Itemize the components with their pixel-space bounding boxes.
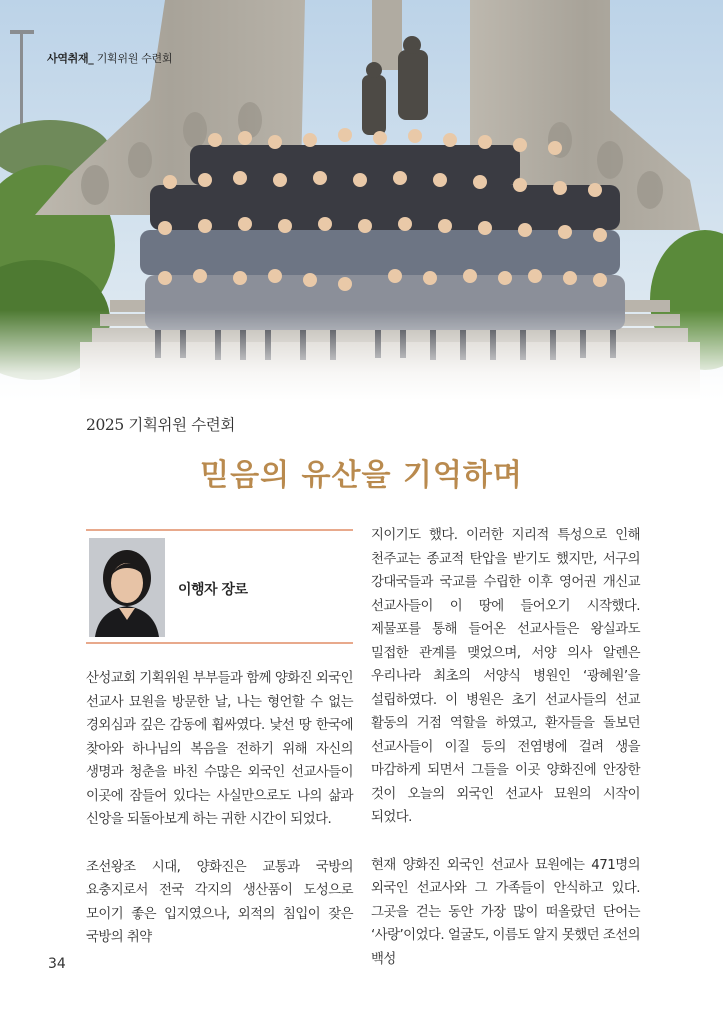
author-name: 이행자 장로	[178, 582, 248, 598]
section-sub: 기획위원 수련회	[93, 52, 173, 65]
article-subtitle: 2025 기획위원 수련회	[86, 416, 235, 434]
page-number: 34	[48, 956, 66, 972]
body-column-right	[371, 524, 640, 971]
hero-fade	[0, 310, 723, 400]
hero-photo	[0, 0, 723, 400]
author-box-bottom-rule	[86, 642, 353, 644]
body-column-left	[86, 667, 353, 950]
portrait-image	[89, 538, 165, 637]
author-box-top-rule	[86, 529, 353, 531]
author-portrait	[89, 538, 165, 637]
section-label: 사역취재_	[47, 52, 94, 65]
article-title: 믿음의 유산을 기억하며	[200, 458, 523, 493]
body-paragraph: 지이기도 했다. 이러한 지리적 특성으로 인해 천주교는 종교적 탄압을 받기도 했지만, 서구의 강대국들과 국교를 수립한 이후 영어권 개신교 선교사들이 이 땅에 들어오기 시작했다. 제물포를 통해 들어온 선교사들은 왕실과도 밀접한 관계를 맺었으며, 서양 의사 알렌은 우리나라 최초의 서양식 병원인 ‘광혜원’을 설립하였다. 이 병원은 초기 선교사들의 선교 활동의 거점 역할을 하였고, 환자들을 돌보던 선교사들이 이질 등의 전염병에 걸려 생을 마감하게 되면서 그들을 이곳 양화진에 안장한 것이 오늘의 외국인 선교사 묘원의 시작이 되었다.	[371, 528, 640, 825]
body-paragraph: 조선왕조 시대, 양화진은 교통과 국방의 요충지로서 전국 각지의 생산품이 도성으로 모이기 좋은 입지였으나, 외적의 침입이 잦은 국방의 취약	[86, 859, 353, 945]
body-paragraph: 현재 양화진 외국인 선교사 묘원에는 471명의 외국인 선교사와 그 가족들이 안식하고 있다. 그곳을 걷는 동안 가장 많이 떠올랐던 단어는 ‘사랑’이었다. 얼굴도, 이름도 알지 못했던 조선의 백성	[371, 857, 640, 967]
body-paragraph: 산성교회 기획위원 부부들과 함께 양화진 외국인 선교사 묘원을 방문한 날, 나는 형언할 수 없는 경외심과 깊은 감동에 휩싸였다. 낯선 땅 한국에 찾아와 하나님의 복음을 전하기 위해 자신의 생명과 청춘을 바친 수많은 외국인 선교사들이 이곳에 잠들어 있다는 사실만으로도 나의 삶과 신앙을 되돌아보게 하는 귀한 시간이 되었다.	[86, 671, 353, 827]
section-tag	[47, 50, 172, 66]
